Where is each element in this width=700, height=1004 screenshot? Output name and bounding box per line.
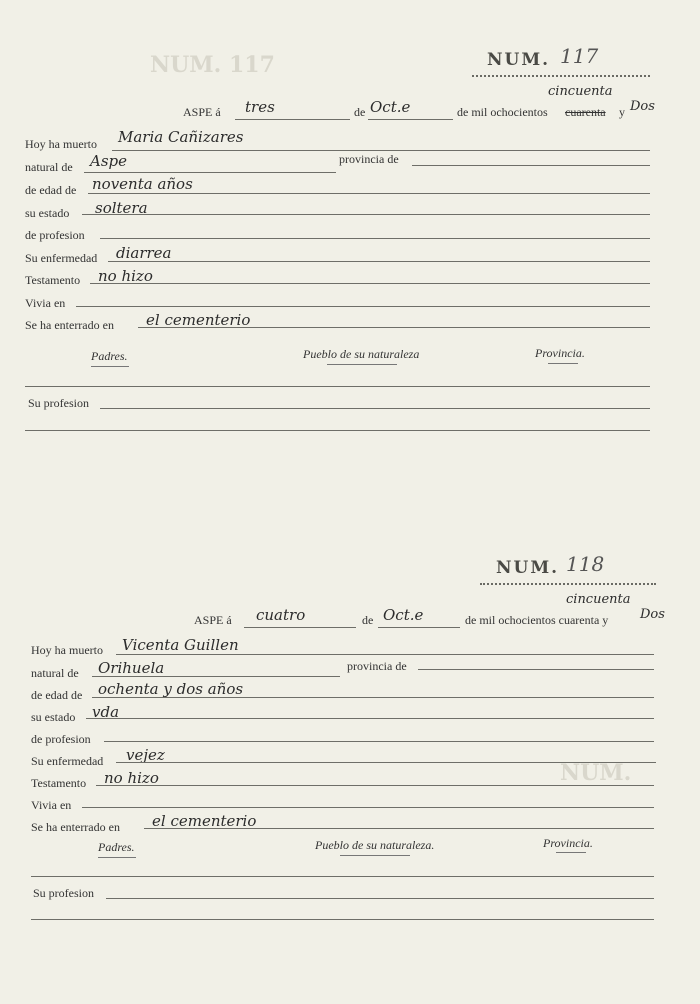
- edad-line: [88, 193, 650, 194]
- pueblo-underline: [327, 364, 397, 365]
- vivia-label: Vivia en: [31, 798, 72, 812]
- place-label: ASPE á: [194, 613, 232, 627]
- estado-value: soltera: [95, 199, 148, 217]
- ornamental-rule: [480, 578, 656, 585]
- closing-line: [25, 430, 650, 431]
- enfermedad-label: Su enfermedad: [31, 754, 104, 768]
- natural-value: Aspe: [90, 152, 128, 170]
- de-label: de: [362, 613, 374, 627]
- vivia-line: [82, 807, 654, 808]
- su-profesion-line: [100, 408, 650, 409]
- month-line: [368, 119, 453, 120]
- month-value: Oct.e: [383, 606, 424, 624]
- pueblo-header: Pueblo de su naturaleza: [303, 347, 420, 361]
- testamento-label: Testamento: [25, 273, 81, 287]
- edad-label: de edad de: [25, 183, 77, 197]
- natural-label: natural de: [25, 160, 73, 174]
- natural-value: Orihuela: [98, 659, 165, 677]
- padres-line: [31, 876, 654, 877]
- bleed-through-mark: NUM. 117: [150, 52, 275, 78]
- closing-line: [31, 919, 654, 920]
- place-label: ASPE á: [183, 105, 221, 119]
- ornamental-rule: [472, 70, 650, 77]
- estado-line: [86, 718, 654, 719]
- deceased-name: Maria Cañizares: [118, 128, 244, 146]
- enfermedad-line: [116, 762, 656, 763]
- testamento-line: [96, 785, 654, 786]
- testamento-line: [90, 283, 650, 284]
- bleed-through-mark: NUM.: [560, 760, 632, 786]
- enfermedad-value: diarrea: [116, 244, 172, 262]
- de-label: de: [354, 105, 366, 119]
- num-label: NUM.: [496, 558, 560, 578]
- su-profesion-label: Su profesion: [28, 396, 89, 410]
- provincia-col-underline: [548, 363, 578, 364]
- year-unit: Dos: [630, 99, 655, 114]
- deceased-name: Vicenta Guillen: [122, 636, 239, 654]
- testamento-label: Testamento: [31, 776, 87, 790]
- estado-label: su estado: [25, 206, 70, 220]
- vivia-label: Vivia en: [25, 296, 66, 310]
- day-line: [244, 627, 356, 628]
- edad-value: ochenta y dos años: [98, 680, 244, 698]
- year-correction: cincuenta: [566, 592, 631, 607]
- edad-line: [92, 697, 654, 698]
- month-value: Oct.e: [370, 98, 411, 116]
- name-line: [112, 150, 650, 151]
- pueblo-underline: [340, 855, 410, 856]
- padres-underline: [91, 366, 129, 367]
- year-label: de mil ochocientos: [457, 105, 548, 119]
- natural-line: [92, 676, 340, 677]
- enterrado-label: Se ha enterrado en: [25, 318, 114, 332]
- hoy-label: Hoy ha muerto: [31, 643, 103, 657]
- enterrado-line: [144, 828, 654, 829]
- year-unit: Dos: [640, 607, 665, 622]
- profesion-line: [104, 741, 654, 742]
- testamento-value: no hizo: [98, 267, 153, 285]
- provincia-label: provincia de: [339, 152, 399, 166]
- name-line: [116, 654, 654, 655]
- padres-header: Padres.: [98, 840, 135, 854]
- natural-label: natural de: [31, 666, 79, 680]
- profesion-line: [100, 238, 650, 239]
- enterrado-value: el cementerio: [146, 311, 251, 329]
- num-label: NUM.: [487, 50, 551, 70]
- year-y: y: [619, 105, 625, 119]
- month-line: [378, 627, 460, 628]
- estado-label: su estado: [31, 710, 76, 724]
- hoy-label: Hoy ha muerto: [25, 137, 97, 151]
- vivia-line: [76, 306, 650, 307]
- natural-line: [84, 172, 336, 173]
- day-value: cuatro: [256, 606, 306, 624]
- provincia-col-underline: [556, 852, 586, 853]
- testamento-value: no hizo: [104, 769, 159, 787]
- day-line: [235, 119, 350, 120]
- year-struck: cuarenta: [565, 105, 606, 119]
- enfermedad-line: [108, 261, 650, 262]
- su-profesion-line: [106, 898, 654, 899]
- padres-header: Padres.: [91, 349, 128, 363]
- enterrado-line: [138, 327, 650, 328]
- entry-number: 118: [566, 552, 605, 576]
- estado-value: vda: [92, 703, 120, 721]
- edad-label: de edad de: [31, 688, 83, 702]
- su-profesion-label: Su profesion: [33, 886, 94, 900]
- padres-underline: [98, 857, 136, 858]
- estado-line: [82, 214, 650, 215]
- provincia-line: [418, 669, 654, 670]
- padres-line: [25, 386, 650, 387]
- year-label: de mil ochocientos cuarenta y: [465, 613, 609, 627]
- pueblo-header: Pueblo de su naturaleza.: [315, 838, 435, 852]
- year-correction: cincuenta: [548, 84, 613, 99]
- profesion-label: de profesion: [25, 228, 85, 242]
- entry-number: 117: [560, 44, 599, 68]
- provincia-col-header: Provincia.: [543, 836, 593, 850]
- profesion-label: de profesion: [31, 732, 91, 746]
- day-value: tres: [245, 98, 275, 116]
- enterrado-value: el cementerio: [152, 812, 257, 830]
- provincia-label: provincia de: [347, 659, 407, 673]
- provincia-col-header: Provincia.: [535, 346, 585, 360]
- enterrado-label: Se ha enterrado en: [31, 820, 120, 834]
- edad-value: noventa años: [92, 175, 193, 193]
- enfermedad-label: Su enfermedad: [25, 251, 98, 265]
- provincia-line: [412, 165, 650, 166]
- enfermedad-value: vejez: [126, 746, 165, 764]
